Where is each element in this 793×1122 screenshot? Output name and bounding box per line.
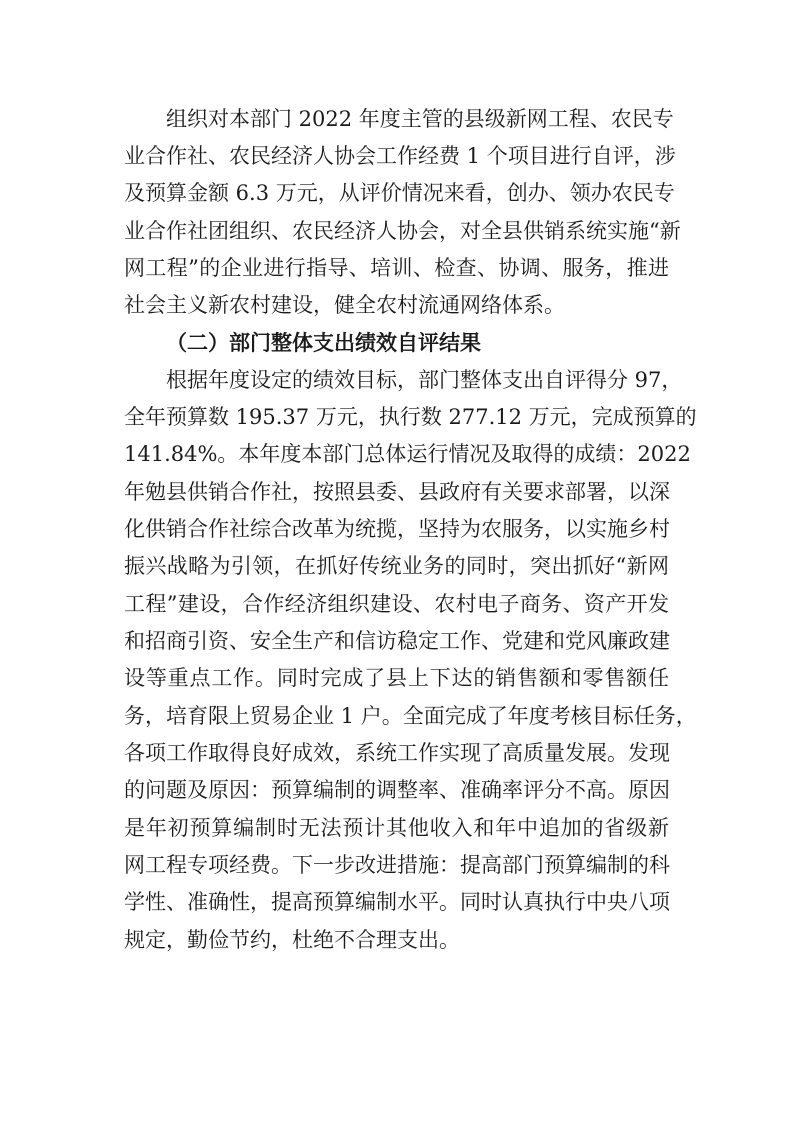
paragraph2-line-6: 振兴战略为引领，在抓好传统业务的同时，突出抓好“新网 xyxy=(124,554,669,578)
paragraph2-line-1: 根据年度设定的绩效目标，部门整体支出自评得分 97， xyxy=(166,368,683,392)
paragraph2-line-8: 和招商引资、安全生产和信访稳定工作、党建和党风廉政建 xyxy=(124,629,670,653)
section-heading: （二）部门整体支出绩效自评结果 xyxy=(166,330,481,355)
paragraph2-line-13: 是年初预算编制时无法预计其他收入和年中追加的省级新 xyxy=(124,816,669,840)
paragraph1-line-6: 社会主义新农村建设，健全农村流通网络体系。 xyxy=(124,293,565,317)
paragraph2-line-3: 141.84%。本年度本部门总体运行情况及取得的成绩：2022 xyxy=(124,442,691,466)
paragraph1-line-5: 网工程”的企业进行指导、培训、检查、协调、服务，推进 xyxy=(124,256,669,280)
paragraph1-line-4: 业合作社团组织、农民经济人协会，对全县供销系统实施“新 xyxy=(124,219,681,243)
paragraph2-line-15: 学性、准确性，提高预算编制水平。同时认真执行中央八项 xyxy=(124,890,670,914)
paragraph1-line-3: 及预算金额 6.3 万元，从评价情况来看，创办、领办农民专 xyxy=(124,181,675,205)
paragraph2-line-10: 务，培育限上贸易企业 1 户。全面完成了年度考核目标任务， xyxy=(124,704,697,728)
paragraph2-line-2: 全年预算数 195.37 万元，执行数 277.12 万元，完成预算的 xyxy=(124,405,697,429)
paragraph2-line-12: 的问题及原因：预算编制的调整率、准确率评分不高。原因 xyxy=(124,778,670,802)
paragraph2-line-4: 年勉县供销合作社，按照县委、县政府有关要求部署，以深 xyxy=(124,480,670,504)
paragraph2-line-16: 规定，勤俭节约，杜绝不合理支出。 xyxy=(124,928,460,952)
paragraph1-line-1: 组织对本部门 2022 年度主管的县级新网工程、农民专 xyxy=(166,107,674,131)
paragraph1-line-2: 业合作社、农民经济人协会工作经费 1 个项目进行自评，涉 xyxy=(124,144,676,168)
paragraph2-line-11: 各项工作取得良好成效，系统工作实现了高质量发展。发现 xyxy=(124,741,670,765)
paragraph2-line-5: 化供销合作社综合改革为统揽，坚持为农服务，以实施乡村 xyxy=(124,517,670,541)
paragraph2-line-7: 工程”建设，合作经济组织建设、农村电子商务、资产开发 xyxy=(124,592,669,616)
paragraph2-line-14: 网工程专项经费。下一步改进措施：提高部门预算编制的科 xyxy=(124,853,670,877)
paragraph2-line-9: 设等重点工作。同时完成了县上下达的销售额和零售额任 xyxy=(124,666,669,690)
